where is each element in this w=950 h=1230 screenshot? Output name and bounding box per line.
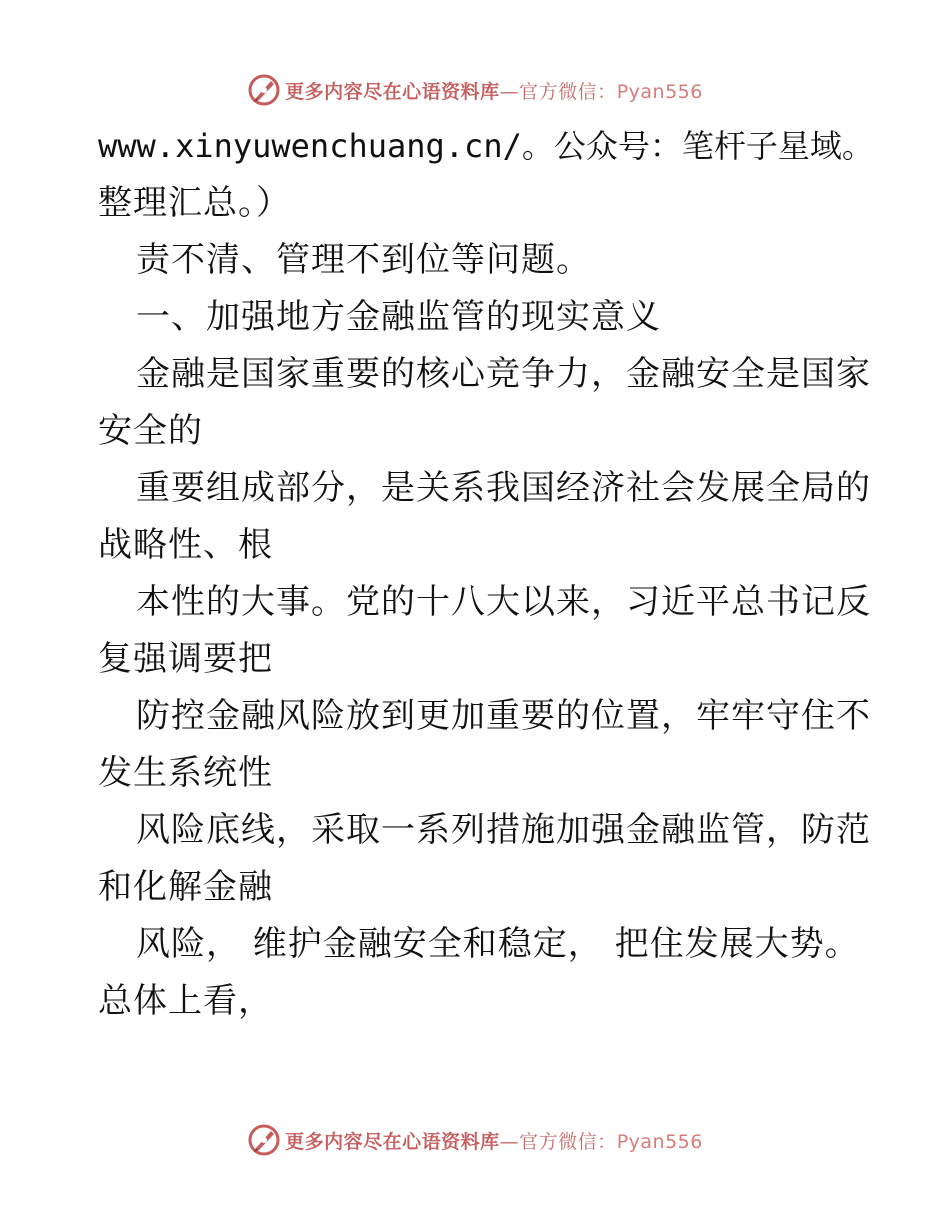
header-banner-id: Pyan556 — [616, 80, 703, 103]
body-line: 金融是国家重要的核心竞争力，金融安全是国家 — [136, 354, 871, 394]
header-banner-main: 更多内容尽在心语资料库 — [285, 80, 500, 103]
body-line: 和化解金融 — [98, 867, 273, 907]
footer-banner-id: Pyan556 — [616, 1130, 703, 1153]
quill-pen-logo-icon — [247, 73, 281, 107]
footer-banner-sep: — — [499, 1130, 520, 1153]
header-banner — [0, 70, 950, 110]
body-line: 整理汇总。） — [98, 183, 291, 223]
body-line: 重要组成部分，是关系我国经济社会发展全局的 — [136, 468, 871, 508]
body-line: 责不清、管理不到位等问题。 — [136, 240, 591, 280]
body-line: 发生系统性 — [98, 753, 273, 793]
body-line: 风险， 维护金融安全和稳定， 把住发展大势。 — [136, 924, 860, 964]
header-banner-sep: — — [499, 80, 520, 103]
footer-banner — [0, 1120, 950, 1160]
footer-banner-label: 官方微信： — [519, 1130, 617, 1153]
body-line: 安全的 — [98, 411, 203, 451]
header-banner-label: 官方微信： — [519, 80, 617, 103]
footer-banner-text — [285, 1127, 703, 1154]
body-line: www.xinyuwenchuang.cn/。公众号：笔杆子星域。 — [98, 127, 874, 165]
body-line: 总体上看， — [98, 981, 273, 1021]
body-line: 风险底线，采取一系列措施加强金融监管，防范 — [136, 810, 871, 850]
quill-pen-logo-icon — [247, 1123, 281, 1157]
section-heading: 一、加强地方金融监管的现实意义 — [136, 297, 661, 337]
body-line: 战略性、根 — [98, 525, 273, 565]
footer-banner-main: 更多内容尽在心语资料库 — [285, 1130, 500, 1153]
body-line: 防控金融风险放到更加重要的位置，牢牢守住不 — [136, 696, 871, 736]
body-line: 本性的大事。党的十八大以来，习近平总书记反 — [136, 582, 871, 622]
document-body — [98, 118, 874, 1030]
header-banner-text — [285, 77, 703, 104]
body-line: 复强调要把 — [98, 639, 273, 679]
